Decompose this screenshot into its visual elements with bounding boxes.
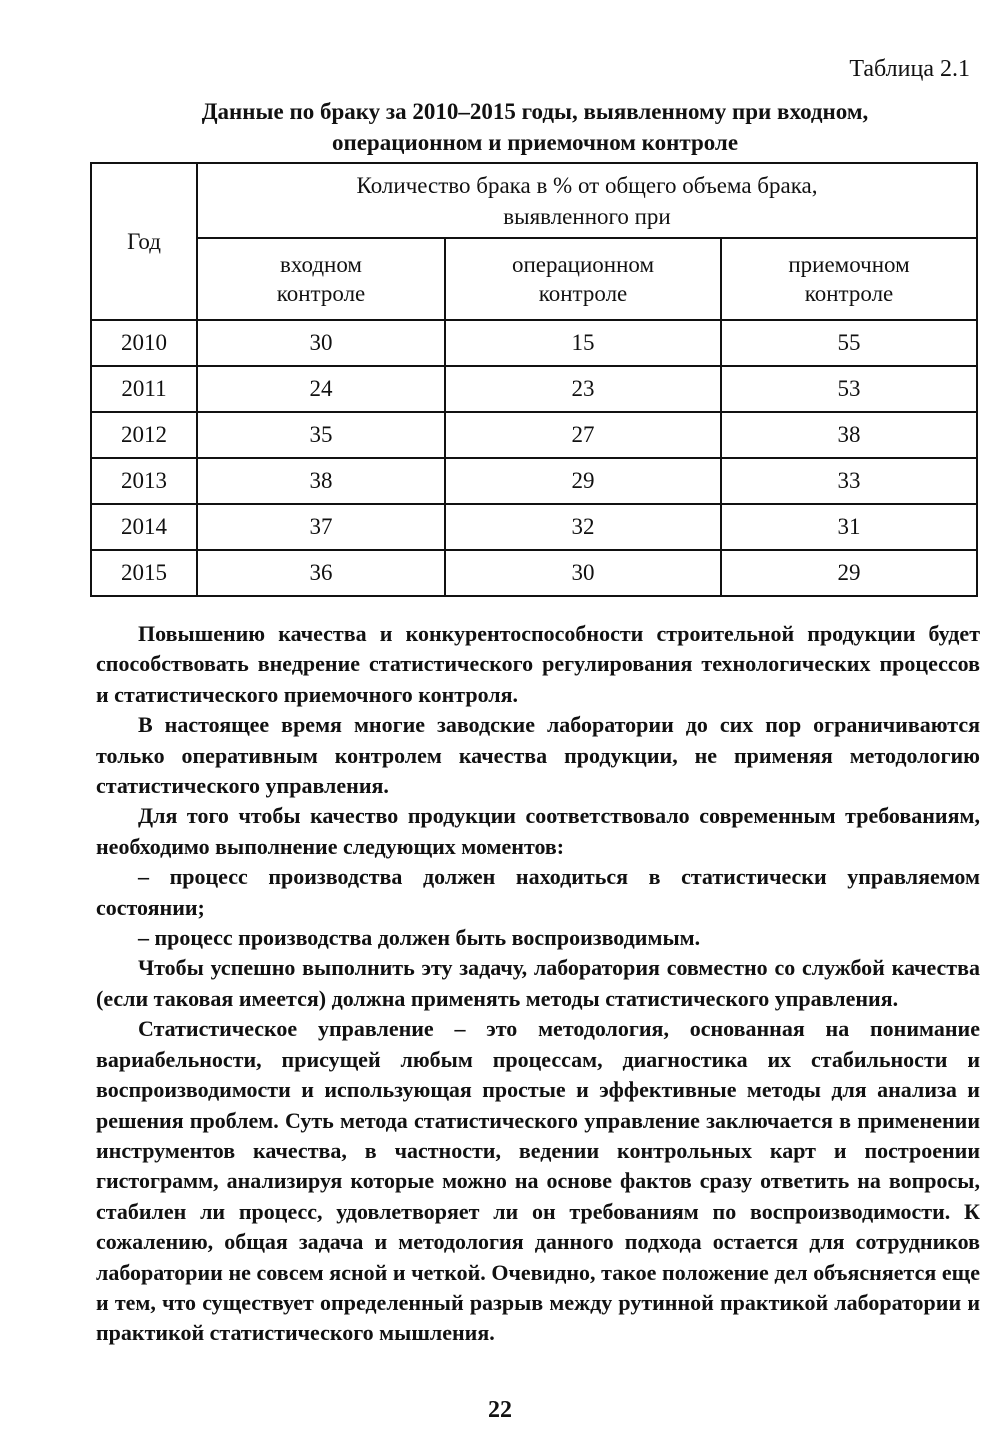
- acceptance-cell: 38: [721, 412, 977, 458]
- table-row: [91, 504, 977, 550]
- year-header: Год: [91, 163, 197, 320]
- year-cell: 2012: [91, 412, 197, 458]
- year-cell: 2013: [91, 458, 197, 504]
- incoming-cell: 35: [197, 412, 445, 458]
- paragraph: Чтобы успешно выполнить эту задачу, лаборатория совместно со службой качества (если таковая имеется) должна применять методы статистического управления.: [96, 955, 980, 1011]
- table-title-line: Данные по браку за 2010–2015 годы, выявленному при входном,: [201, 99, 869, 124]
- operational-cell: 29: [445, 458, 721, 504]
- incoming-cell: 37: [197, 504, 445, 550]
- defect-share-header-text: Количество брака в % от общего объема брака, выявленного при: [356, 172, 818, 229]
- operational-control-header: операционном контроле: [445, 238, 721, 320]
- table-title-line: операционном и приемочном контроле: [331, 130, 739, 155]
- year-cell: 2011: [91, 366, 197, 412]
- defect-share-header: [197, 163, 977, 238]
- paragraph: В настоящее время многие заводские лаборатории до сих пор ограничиваются только оперативным контролем качества продукции, не применяя методологию статистического управления.: [96, 712, 980, 799]
- year-cell: 2010: [91, 320, 197, 366]
- acceptance-cell: 53: [721, 366, 977, 412]
- incoming-cell: 30: [197, 320, 445, 366]
- acceptance-cell: 55: [721, 320, 977, 366]
- page-number: 22: [488, 1397, 512, 1423]
- paragraph: Статистическое управление – это методология, основанная на понимание вариабельности, присущей любым процессам, диагностика их стабильности и воспроизводимости и использующая простые и эффективные методы для анализа и решения проблем. Суть метода статистического управление заключается в применении инструментов качества, в частности, ведении контрольных карт и построении гистограмм, анализируя которые можно на основе фактов сразу ответить на вопросы, стабилен ли процесс, удовлетворяет ли он требованиям по воспроизводимости. К сожалению, общая задача и методология данного подхода остается для сотрудников лаборатории не совсем ясной и четкой. Очевидно, такое положение дел объясняется еще и тем, что существует определенный разрыв между рутинной практикой лаборатории и практикой статистического мышления.: [96, 1016, 980, 1346]
- incoming-cell: 24: [197, 366, 445, 412]
- table-row: [91, 320, 977, 366]
- operational-cell: 23: [445, 366, 721, 412]
- operational-cell: 30: [445, 550, 721, 596]
- body-text: [96, 619, 980, 1349]
- year-cell: 2014: [91, 504, 197, 550]
- acceptance-control-header: приемочном контроле: [721, 238, 977, 320]
- table-row: [91, 412, 977, 458]
- year-cell: 2015: [91, 550, 197, 596]
- list-item: – процесс производства должен находиться в статистически управляемом состоянии;: [96, 864, 980, 920]
- table-row: [91, 366, 977, 412]
- incoming-control-header: входном контроле: [197, 238, 445, 320]
- table-title: [90, 96, 980, 158]
- table-row: [91, 458, 977, 504]
- incoming-cell: 38: [197, 458, 445, 504]
- table-row: [91, 550, 977, 596]
- operational-cell: 15: [445, 320, 721, 366]
- acceptance-cell: 29: [721, 550, 977, 596]
- paragraph: Для того чтобы качество продукции соответствовало современным требованиям, необходимо выполнение следующих моментов:: [96, 803, 980, 859]
- operational-cell: 32: [445, 504, 721, 550]
- acceptance-cell: 31: [721, 504, 977, 550]
- defect-data-table: [90, 162, 978, 597]
- acceptance-cell: 33: [721, 458, 977, 504]
- incoming-cell: 36: [197, 550, 445, 596]
- table-label: Таблица 2.1: [849, 56, 970, 82]
- list-item: – процесс производства должен быть воспроизводимым.: [138, 925, 701, 951]
- operational-cell: 27: [445, 412, 721, 458]
- paragraph: Повышению качества и конкурентоспособности строительной продукции будет способствовать внедрение статистического регулирования технологических процессов и статистического приемочного контроля.: [96, 621, 980, 707]
